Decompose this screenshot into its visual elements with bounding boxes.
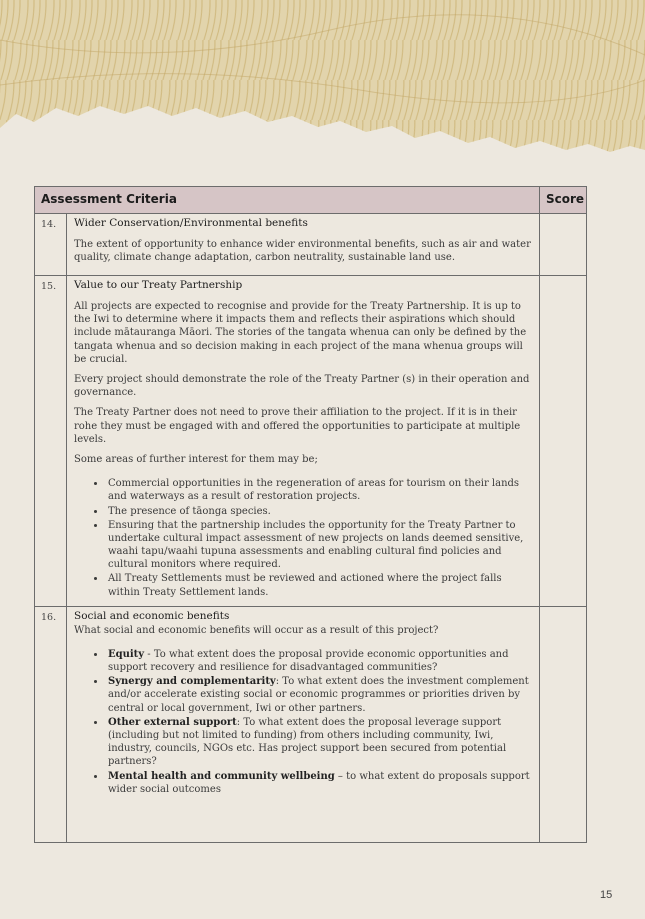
criterion-content xyxy=(67,276,540,607)
assessment-criteria-header: Assessment Criteria xyxy=(35,187,540,214)
bullet-list xyxy=(74,647,532,796)
criterion-content xyxy=(67,606,540,842)
criterion-paragraph: Some areas of further interest for them may be; xyxy=(74,453,318,465)
criterion-number: 16. xyxy=(35,606,67,842)
score-cell xyxy=(540,606,587,842)
list-item xyxy=(107,769,532,796)
bullet-text: : To what extent does the investment complement and/or accelerate existing social or economic programmes or priorities driven by central or local government, Iwi or other partners. xyxy=(108,676,529,714)
table-header-row xyxy=(35,187,587,214)
list-item: • Commercial opportunities in the regeneration of areas for tourism on their lands and waterways as a result of restoration projects. xyxy=(107,476,532,503)
criterion-paragraph: The extent of opportunity to enhance wider environmental benefits, such as air and water quality, climate change adaptation, carbon neutrality, sustainable land use. xyxy=(74,238,531,264)
criterion-title: Value to our Treaty Partnership xyxy=(74,279,243,292)
bullet-list xyxy=(74,476,532,599)
criterion-title: Wider Conservation/Environmental benefits xyxy=(74,217,308,229)
score-header: Score xyxy=(540,187,587,214)
criterion-title: Social and economic benefits xyxy=(74,609,230,622)
bullet-term: Mental health and community wellbeing xyxy=(108,770,335,782)
list-item xyxy=(107,647,532,674)
criterion-paragraph: The Treaty Partner does not need to prove their affiliation to the project. If it is in their rohe they must be engaged with and offered the opportunities to participate at multiple levels. xyxy=(74,407,521,445)
bullet-term: Synergy and complementarity xyxy=(108,676,276,688)
table-row xyxy=(35,214,587,276)
bullet-text: : To what extent does the proposal leverage support (including but not limited to funding) from others including community, Iwi, industry, councils, NGOs etc. Has project support been secured from potential partners? xyxy=(108,716,507,768)
bullet-term: Equity xyxy=(108,648,145,660)
page-number: 15 xyxy=(600,889,613,901)
criterion-number: 15. xyxy=(35,276,67,607)
table-row xyxy=(35,606,587,842)
criterion-subtitle: What social and economic benefits will occur as a result of this project? xyxy=(74,624,439,636)
criterion-paragraph: Every project should demonstrate the role of the Treaty Partner (s) in their operation and governance. xyxy=(74,374,530,399)
criterion-paragraph: All projects are expected to recognise and provide for the Treaty Partnership. It is up to the Iwi to determine where it impacts them and reflects their aspirations which should include mātauranga Māori. The stories of the tangata whenua can only be defined by the tangata whenua and so decision making in each project of the mana whenua groups will be crucial. xyxy=(74,301,527,365)
bullet-text: - To what extent does the proposal provide economic opportunities and support recovery and resilience for disadvantaged communities? xyxy=(108,648,509,674)
list-item xyxy=(107,715,532,769)
list-item: • All Treaty Settlements must be reviewed and actioned where the project falls within Treaty Settlement lands. xyxy=(107,571,532,598)
bullet-term: Other external support xyxy=(108,716,237,728)
list-item: • Ensuring that the partnership includes the opportunity for the Treaty Partner to undertake cultural impact assessment of new projects on lands deemed sensitive, waahi tapu/waahi tupuna assessments and enabling cultural find policies and cultural monitors where required. xyxy=(107,518,532,572)
assessment-criteria-table xyxy=(34,186,587,843)
bullet-text: – to what extent do proposals support wider social outcomes xyxy=(108,770,530,795)
criterion-number: 14. xyxy=(35,214,67,276)
criterion-content xyxy=(67,214,540,276)
table-row xyxy=(35,276,587,607)
score-cell xyxy=(540,214,587,276)
list-item xyxy=(107,674,532,715)
woven-pattern-header-image xyxy=(0,0,645,160)
score-cell xyxy=(540,276,587,607)
list-item: • The presence of tāonga species. xyxy=(107,504,532,518)
